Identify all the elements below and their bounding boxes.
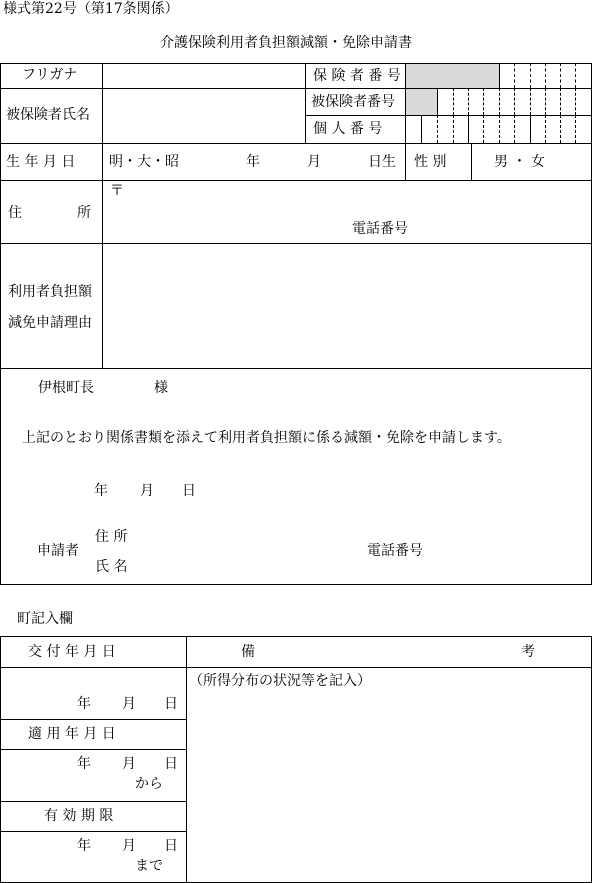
insurer-number-label: 保 険 者 番 号	[313, 68, 401, 84]
applicant-label: 申請者	[37, 543, 79, 559]
birth-month-unit: 月	[307, 154, 321, 170]
birth-date-label: 生 年 月 日	[6, 154, 76, 170]
declaration-month: 月	[140, 483, 154, 499]
applicant-name-label: 氏 名	[95, 559, 128, 575]
insured-name-label: 被保険者氏名	[6, 107, 90, 123]
valid-until: まで	[135, 858, 163, 874]
declaration-statement: 上記のとおり関係書類を添えて利用者負担額に係る減額・免除を申請します。	[22, 430, 511, 446]
issue-day: 日	[164, 696, 178, 712]
address-label-1: 住	[8, 205, 22, 221]
form-number: 様式第22号（第17条関係）	[3, 1, 179, 17]
issue-month: 月	[122, 696, 136, 712]
insured-number-label: 被保険者番号	[311, 94, 395, 110]
declaration-year: 年	[94, 483, 108, 499]
remarks-label-2: 考	[521, 644, 535, 660]
honorific: 様	[154, 380, 168, 396]
addressee: 伊根町長	[38, 380, 94, 396]
address-label-2: 所	[77, 205, 91, 221]
apply-month: 月	[122, 756, 136, 772]
issue-year: 年	[77, 696, 91, 712]
postal-mark: 〒	[110, 183, 124, 199]
valid-month: 月	[122, 838, 136, 854]
reason-label-2: 減免申請理由	[8, 315, 92, 331]
declaration-day: 日	[182, 483, 196, 499]
reason-label-1: 利用者負担額	[8, 284, 92, 300]
issue-date-label: 交 付 年 月 日	[28, 644, 116, 660]
birth-day-unit: 日生	[368, 154, 396, 170]
personal-number-label: 個 人 番 号	[313, 121, 383, 137]
gender-options: 男 ・ 女	[494, 154, 545, 170]
apply-date-label: 適 用 年 月 日	[28, 726, 116, 742]
furigana-label: フリガナ	[22, 67, 78, 83]
applicant-address-label: 住 所	[95, 529, 128, 545]
applicant-phone-label: 電話番号	[367, 543, 423, 559]
remarks-label-1: 備	[241, 644, 255, 660]
form-title: 介護保険利用者負担額減額・免除申請書	[160, 35, 412, 51]
insured-number-prefilled	[406, 89, 437, 115]
valid-period-label: 有 効 期 限	[44, 808, 114, 824]
insurer-number-prefilled	[406, 64, 499, 88]
remarks-note: （所得分布の状況等を記入）	[189, 673, 371, 689]
phone-label: 電話番号	[352, 221, 408, 237]
valid-day: 日	[164, 838, 178, 854]
apply-from: から	[135, 776, 163, 792]
town-section-title: 町記入欄	[17, 611, 73, 627]
apply-year: 年	[77, 756, 91, 772]
birth-year-unit: 年	[246, 154, 260, 170]
gender-label: 性 別	[414, 154, 447, 170]
era-options: 明・大・昭	[109, 154, 179, 170]
apply-day: 日	[164, 756, 178, 772]
valid-year: 年	[77, 838, 91, 854]
